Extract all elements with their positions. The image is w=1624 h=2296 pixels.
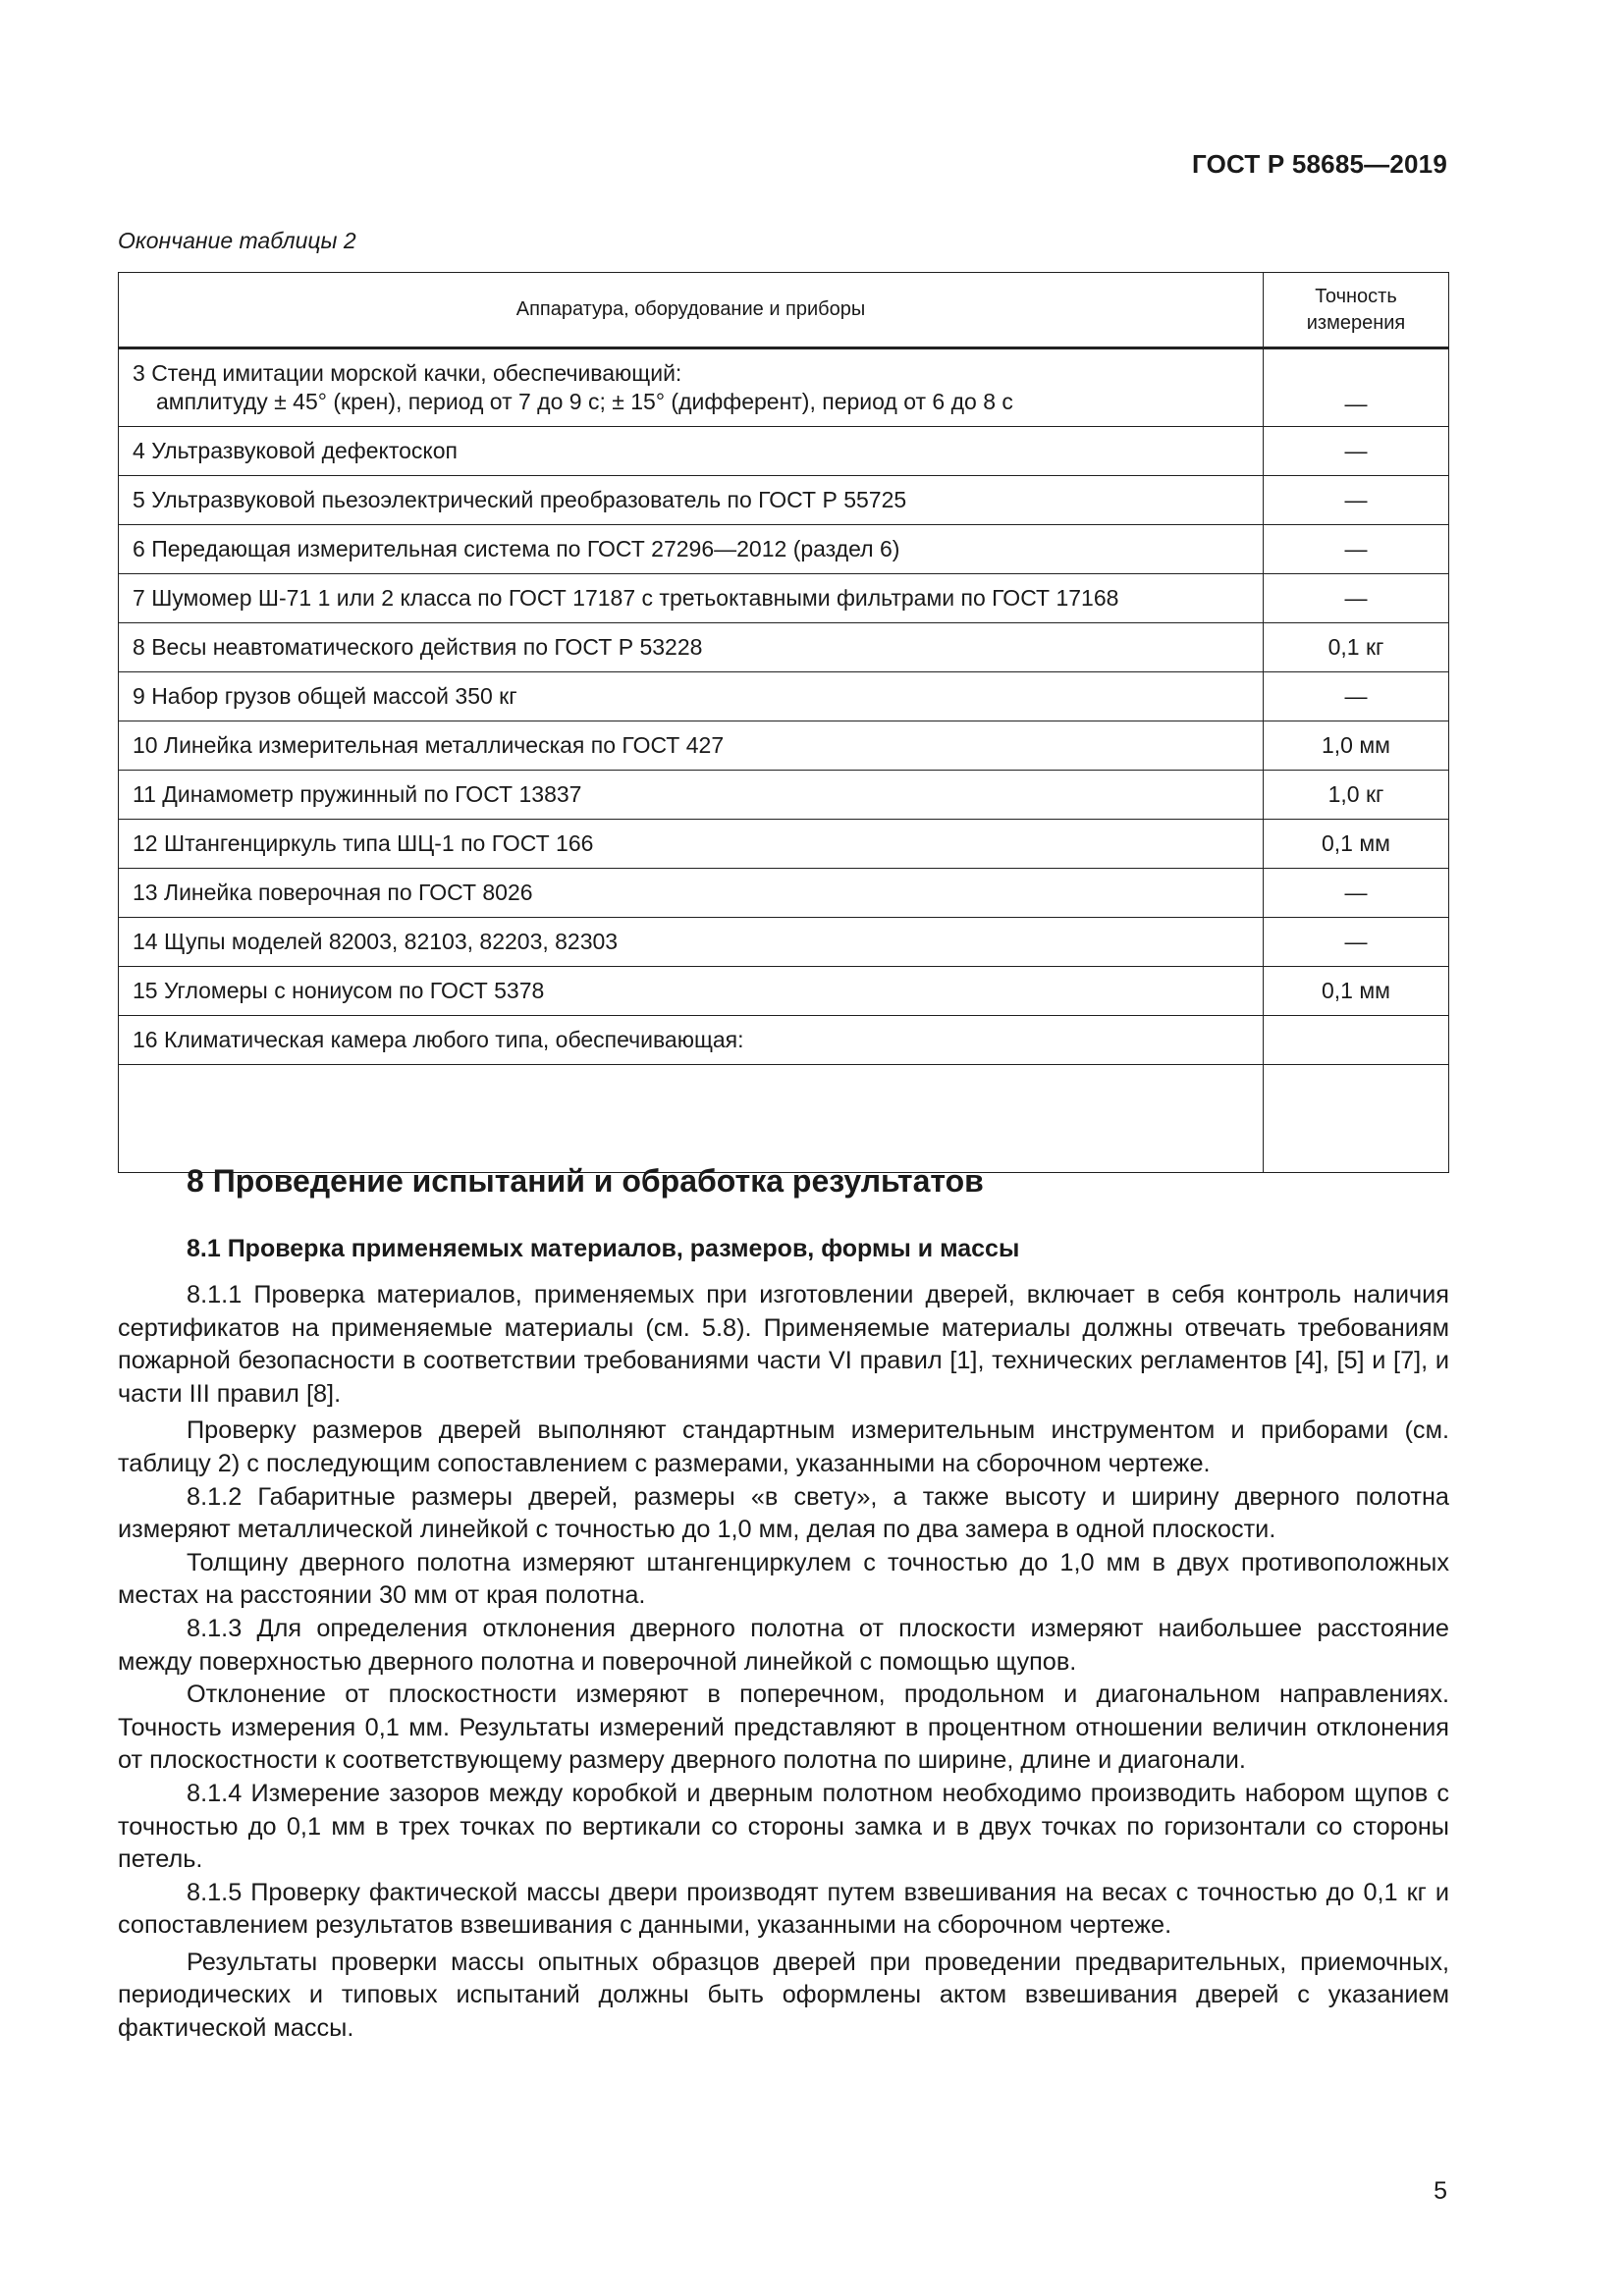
- row-number: 9: [133, 683, 145, 709]
- row-item: [119, 525, 1264, 574]
- row-text: Линейка измерительная металлическая по ГОСТ 427: [163, 732, 725, 758]
- row-item: [119, 967, 1264, 1016]
- row-text: Динамометр пружинный по ГОСТ 13837: [162, 781, 582, 807]
- table-header-row: [119, 273, 1449, 348]
- row-text: Штангенциркуль типа ШЦ-1 по ГОСТ 166: [163, 830, 594, 856]
- row-accuracy: 0,1 кг: [1264, 623, 1449, 672]
- row-number: 13: [133, 880, 158, 905]
- row-item: [119, 574, 1264, 623]
- row-text: Ультразвуковой дефектоскоп: [151, 438, 458, 463]
- paragraph: Проверку размеров дверей выполняют стандартным измерительным инструментом и приборами (см. таблицу 2) с последующим сопоставлением с размерами, указанными на сборочном чертеже.: [118, 1416, 1449, 1477]
- row-accuracy: 1,0 кг: [1264, 771, 1449, 820]
- row-accuracy: [1264, 1065, 1449, 1173]
- row-item: [119, 623, 1264, 672]
- body-text: [118, 1279, 1449, 2046]
- row-text: Щупы моделей 82003, 82103, 82203, 82303: [163, 929, 619, 954]
- section-title: 8 Проведение испытаний и обработка результатов: [187, 1163, 984, 1199]
- paragraph: 8.1.4 Измерение зазоров между коробкой и дверным полотном необходимо производить набором щупов с точностью до 0,1 мм в трех точках по вертикали со стороны замка и в двух точках по горизонтали со стороны петель.: [118, 1779, 1449, 1874]
- table-row: [119, 525, 1449, 574]
- row-text: Климатическая камера любого типа, обеспечивающая:: [163, 1027, 744, 1052]
- row-text: Весы неавтоматического действия по ГОСТ Р 53228: [151, 634, 703, 660]
- row-number: 4: [133, 438, 145, 463]
- row-accuracy: —: [1264, 476, 1449, 525]
- row-item: [119, 721, 1264, 771]
- equipment-table: [118, 272, 1449, 1173]
- table-row: [119, 623, 1449, 672]
- table-row: [119, 1016, 1449, 1065]
- table-row: [119, 427, 1449, 476]
- table-row: [119, 574, 1449, 623]
- row-text: Передающая измерительная система по ГОСТ 27296—2012 (раздел 6): [151, 536, 900, 561]
- row-number: 15: [133, 978, 158, 1003]
- row-item: [119, 918, 1264, 967]
- column-header-accuracy: [1264, 273, 1449, 348]
- paragraph: 8.1.3 Для определения отклонения дверного полотна от плоскости измеряют наибольшее расстояние между поверхностью дверного полотна и поверочной линейкой с помощью щупов.: [118, 1614, 1449, 1676]
- paragraph: Толщину дверного полотна измеряют штангенциркулем с точностью до 1,0 мм в двух противоположных местах на расстоянии 30 мм от края полотна.: [118, 1548, 1449, 1610]
- row-text: Набор грузов общей массой 350 кг: [151, 683, 517, 709]
- row-accuracy: 1,0 мм: [1264, 721, 1449, 771]
- row-number: 5: [133, 487, 145, 512]
- table-row: [119, 771, 1449, 820]
- table-row: [119, 476, 1449, 525]
- table-row: [119, 918, 1449, 967]
- row-item: [119, 869, 1264, 918]
- row-number: 7: [133, 585, 145, 611]
- row-number: 6: [133, 536, 145, 561]
- row-accuracy: 0,1 мм: [1264, 820, 1449, 869]
- column-header-accuracy-line1: Точность: [1315, 285, 1397, 307]
- column-header-accuracy-line2: измерения: [1306, 311, 1406, 334]
- paragraph: Результаты проверки массы опытных образцов дверей при проведении предварительных, приемочных, периодических и типовых испытаний должны быть оформлены актом взвешивания дверей с указанием фактической массы.: [118, 1948, 1449, 2043]
- row-accuracy: —: [1264, 672, 1449, 721]
- row-item: [119, 1065, 1264, 1173]
- paragraph: 8.1.5 Проверку фактической массы двери производят путем взвешивания на весах с точностью до 0,1 кг и сопоставлением результатов взвешивания с данными, указанными на сборочном чертеже.: [118, 1878, 1449, 1940]
- table-row: [119, 820, 1449, 869]
- row-subtext: амплитуду ± 45° (крен), период от 7 до 9 с; ± 15° (дифферент), период от 6 до 8 с: [156, 389, 1013, 414]
- table-caption: Окончание таблицы 2: [118, 228, 356, 253]
- row-text: Угломеры с нониусом по ГОСТ 5378: [163, 978, 545, 1003]
- row-item: [119, 427, 1264, 476]
- row-number: 14: [133, 929, 158, 954]
- table-row: [119, 348, 1449, 427]
- row-accuracy: —: [1264, 918, 1449, 967]
- row-item: [119, 672, 1264, 721]
- row-number: 11: [133, 781, 156, 807]
- row-item: [119, 820, 1264, 869]
- subsection-title: 8.1 Проверка применяемых материалов, размеров, формы и массы: [187, 1235, 1020, 1262]
- row-accuracy: —: [1264, 427, 1449, 476]
- row-number: 10: [133, 732, 158, 758]
- row-item: [119, 476, 1264, 525]
- row-item: [119, 348, 1264, 427]
- row-number: 8: [133, 634, 145, 660]
- paragraph: 8.1.1 Проверка материалов, применяемых при изготовлении дверей, включает в себя контроль наличия сертификатов на применяемые материалы (см. 5.8). Применяемые материалы должны отвечать требованиям пожарной безопасности в соответствии требованиями части VI правил [1], технических регламентов [4], [5] и [7], и части III правил [8].: [118, 1281, 1449, 1408]
- paragraph: Отклонение от плоскостности измеряют в поперечном, продольном и диагональном направлениях. Точность измерения 0,1 мм. Результаты измерений представляют в процентном отношении величин отклонения от плоскостности к соответствующему размеру дверного полотна по ширине, длине и диагонали.: [118, 1681, 1449, 1775]
- row-text: Шумомер Ш-71 1 или 2 класса по ГОСТ 17187 с третьоктавными фильтрами по ГОСТ 17168: [151, 585, 1119, 611]
- row-number: 16: [133, 1027, 158, 1052]
- row-text: Стенд имитации морской качки, обеспечивающий:: [151, 360, 682, 386]
- row-accuracy: —: [1264, 574, 1449, 623]
- table-row: [119, 721, 1449, 771]
- row-accuracy: [1264, 1016, 1449, 1065]
- row-text: Линейка поверочная по ГОСТ 8026: [163, 880, 533, 905]
- column-header-apparatus: Аппаратура, оборудование и приборы: [119, 273, 1264, 348]
- row-accuracy: —: [1264, 869, 1449, 918]
- row-item: [119, 1016, 1264, 1065]
- row-accuracy: 0,1 мм: [1264, 967, 1449, 1016]
- table-row: [119, 1065, 1449, 1173]
- row-accuracy: —: [1264, 525, 1449, 574]
- page-number: 5: [1434, 2177, 1447, 2205]
- row-number: 3: [133, 360, 145, 386]
- row-text: Ультразвуковой пьезоэлектрический преобразователь по ГОСТ Р 55725: [151, 487, 907, 512]
- row-accuracy: —: [1264, 348, 1449, 427]
- row-item: [119, 771, 1264, 820]
- standard-code: ГОСТ Р 58685—2019: [1192, 149, 1447, 179]
- row-number: 12: [133, 830, 158, 856]
- table-row: [119, 967, 1449, 1016]
- table-row: [119, 672, 1449, 721]
- table-row: [119, 869, 1449, 918]
- paragraph: 8.1.2 Габаритные размеры дверей, размеры «в свету», а также высоту и ширину дверного полотна измеряют металлической линейкой с точностью до 1,0 мм, делая по два замера в одной плоскости.: [118, 1482, 1449, 1544]
